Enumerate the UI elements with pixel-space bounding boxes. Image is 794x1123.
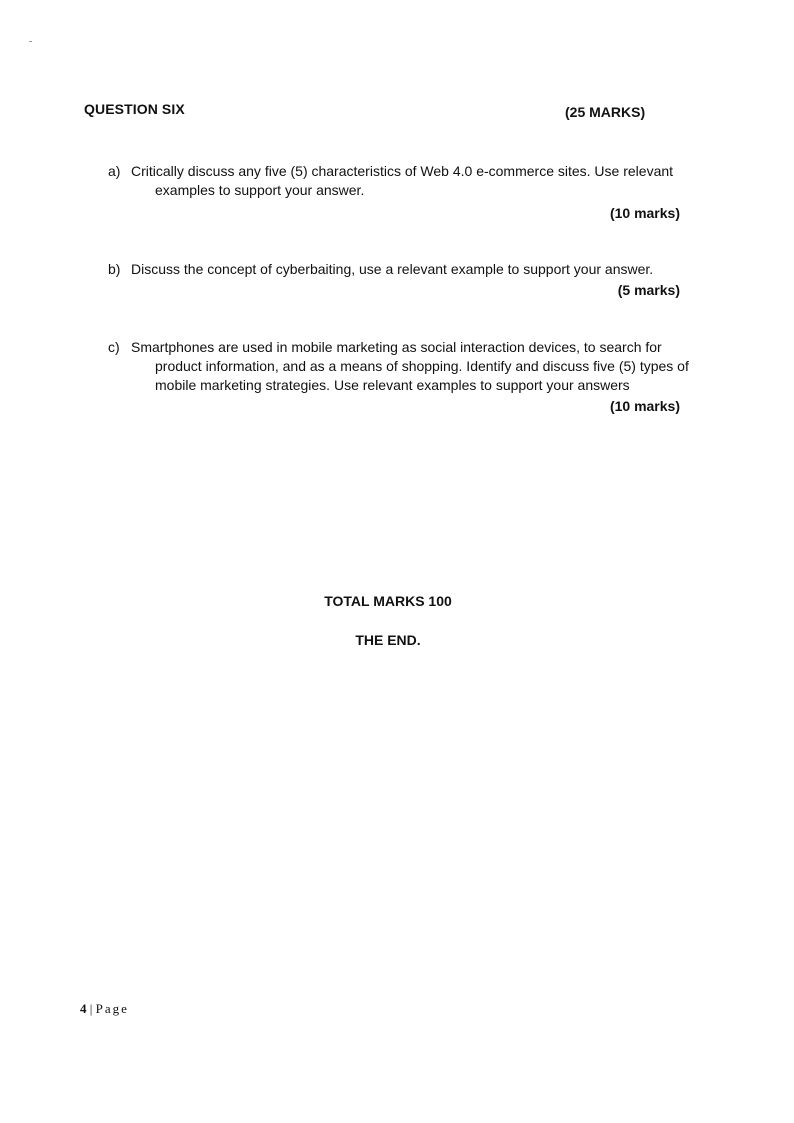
page-label: Page — [95, 1001, 129, 1016]
question-total-marks: (25 MARKS) — [565, 104, 646, 120]
scan-speck — [29, 41, 32, 42]
question-part-a — [108, 162, 690, 223]
question-title: QUESTION SIX — [84, 101, 185, 117]
part-text: Smartphones are used in mobile marketing as social interaction devices, to search for product information, and as a means of shopping. Identify and discuss five (5) types of mobile marketing strategies. Use relevant examples to support your answers — [131, 339, 689, 393]
part-text: Discuss the concept of cyberbaiting, use a relevant example to support your answer. — [131, 261, 654, 277]
question-part-b — [108, 260, 690, 300]
end-of-paper: THE END. — [355, 632, 421, 648]
footer-separator: | — [89, 1001, 93, 1016]
part-label: a) — [108, 163, 121, 179]
part-label: c) — [108, 339, 120, 355]
part-marks: (10 marks) — [609, 398, 680, 414]
page-number: 4 — [80, 1001, 87, 1016]
part-marks: (10 marks) — [609, 205, 680, 221]
part-label: b) — [108, 261, 121, 277]
total-marks: TOTAL MARKS 100 — [324, 593, 452, 609]
part-text: Critically discuss any five (5) characteristics of Web 4.0 e-commerce sites. Use relevant examples to support your answer. — [131, 163, 674, 198]
question-part-c — [108, 338, 690, 416]
part-marks: (5 marks) — [617, 282, 680, 298]
page-footer — [80, 1001, 129, 1017]
